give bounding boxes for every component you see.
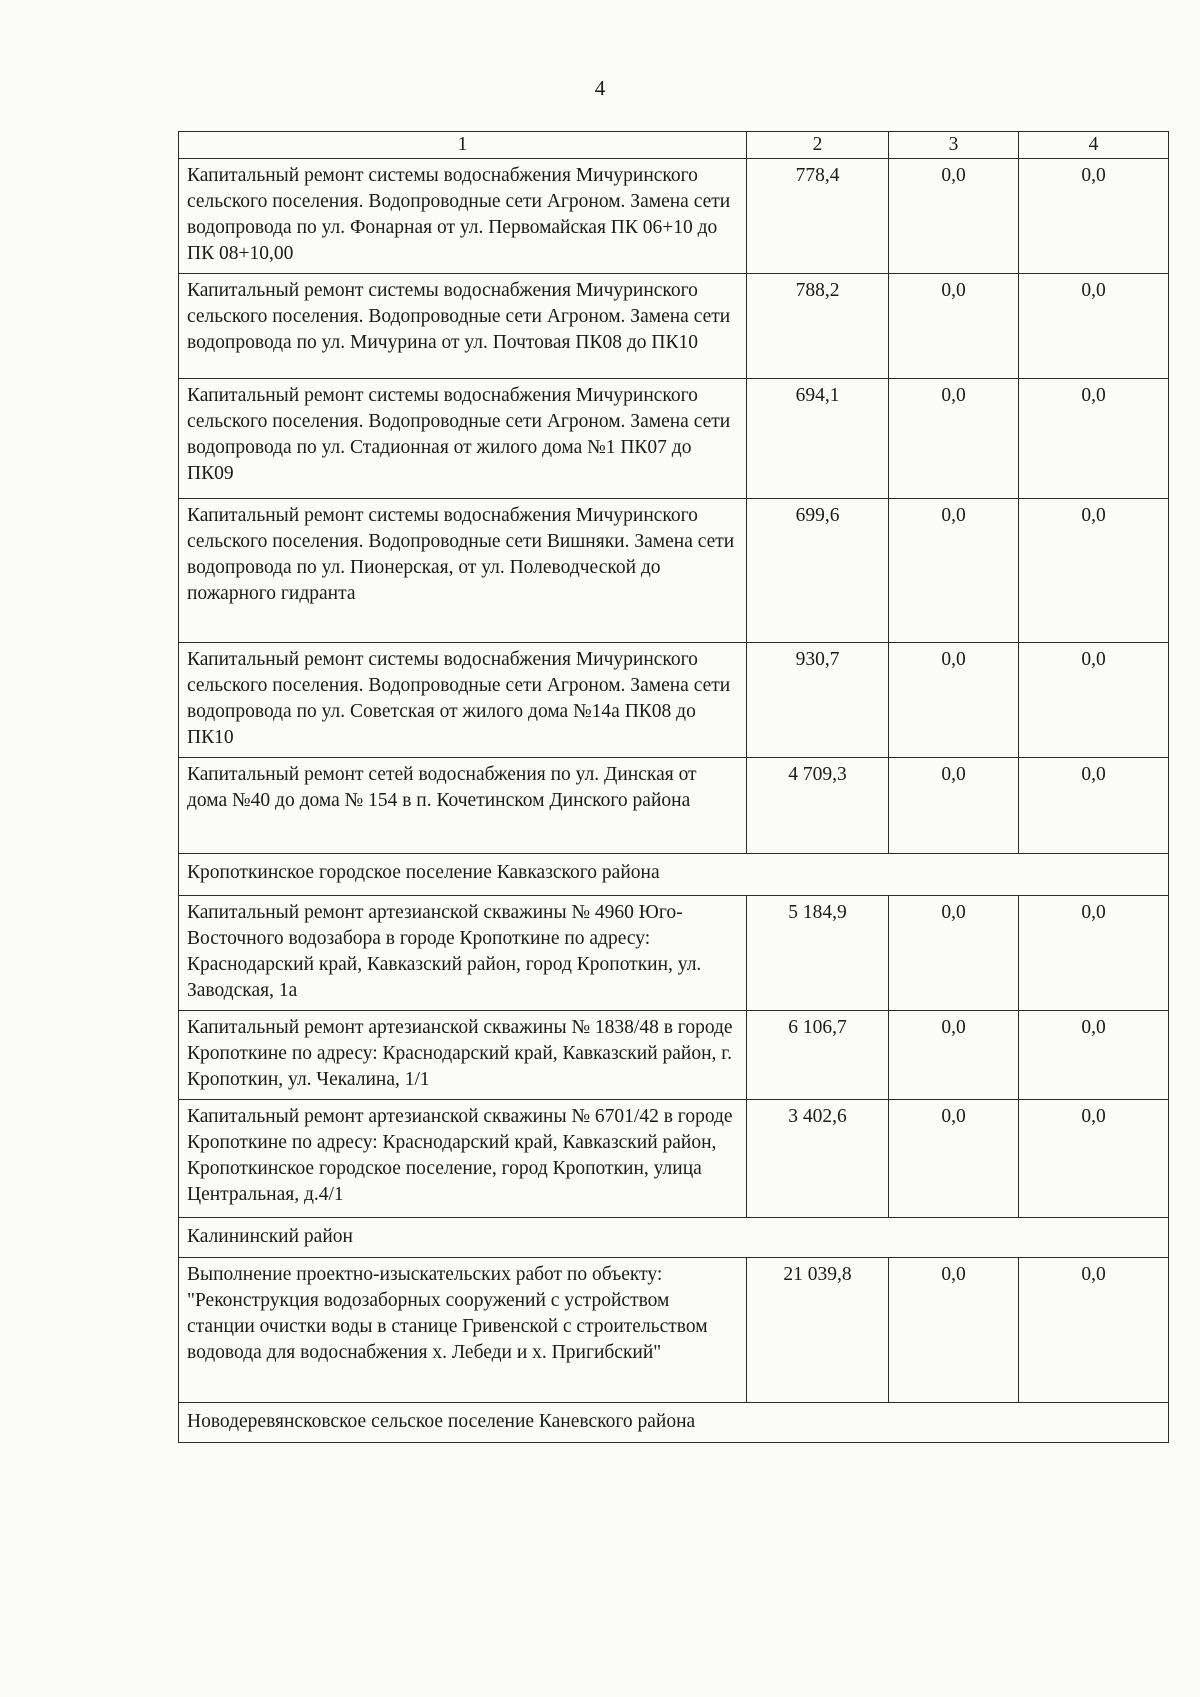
- page-number: 4: [594, 76, 606, 100]
- value-col-4: 0,0: [1019, 1100, 1169, 1218]
- table-row: [179, 1100, 1169, 1218]
- object-name: Капитальный ремонт артезианской скважины № 4960 Юго-Восточного водозабора в городе Кропоткине по адресу: Краснодарский край, Кавказский район, город Кропоткин, ул. Заводская, 1а: [179, 896, 747, 1011]
- value-col-2: 699,6: [747, 499, 889, 643]
- table-row: [179, 499, 1169, 643]
- section-row: [179, 854, 1169, 896]
- object-name: Капитальный ремонт системы водоснабжения Мичуринского сельского поселения. Водопроводные сети Агроном. Замена сети водопровода по ул. Советская от жилого дома №14а ПК08 до ПК10: [179, 643, 747, 758]
- value-col-3: 0,0: [889, 274, 1019, 379]
- header-col-3: 3: [889, 132, 1019, 159]
- value-col-3: 0,0: [889, 159, 1019, 274]
- header-col-2: 2: [747, 132, 889, 159]
- object-name: Капитальный ремонт артезианской скважины № 1838/48 в городе Кропоткине по адресу: Краснодарский край, Кавказский район, г. Кропоткин, ул. Чекалина, 1/1: [179, 1011, 747, 1100]
- value-col-4: 0,0: [1019, 499, 1169, 643]
- value-col-4: 0,0: [1019, 1258, 1169, 1403]
- table-row: [179, 643, 1169, 758]
- value-col-2: 694,1: [747, 379, 889, 499]
- value-col-4: 0,0: [1019, 159, 1169, 274]
- value-col-2: 21 039,8: [747, 1258, 889, 1403]
- value-col-3: 0,0: [889, 1100, 1019, 1218]
- budget-table: [178, 131, 1169, 1443]
- value-col-4: 0,0: [1019, 379, 1169, 499]
- table-row: [179, 274, 1169, 379]
- value-col-2: 788,2: [747, 274, 889, 379]
- table-header-row: [179, 132, 1169, 159]
- table-row: [179, 896, 1169, 1011]
- object-name: Капитальный ремонт системы водоснабжения Мичуринского сельского поселения. Водопроводные сети Агроном. Замена сети водопровода по ул. Фонарная от ул. Первомайская ПК 06+10 до ПК 08+10,00: [179, 159, 747, 274]
- value-col-3: 0,0: [889, 758, 1019, 854]
- object-name: Капитальный ремонт системы водоснабжения Мичуринского сельского поселения. Водопроводные сети Агроном. Замена сети водопровода по ул. Мичурина от ул. Почтовая ПК08 до ПК10: [179, 274, 747, 379]
- value-col-3: 0,0: [889, 1011, 1019, 1100]
- object-name: Капитальный ремонт системы водоснабжения Мичуринского сельского поселения. Водопроводные сети Вишняки. Замена сети водопровода по ул. Пионерская, от ул. Полеводческой до пожарного гидранта: [179, 499, 747, 643]
- section-row: [179, 1403, 1169, 1443]
- section-title: Новодеревянсковское сельское поселение Каневского района: [179, 1403, 1169, 1443]
- table-row: [179, 758, 1169, 854]
- table-row: [179, 1258, 1169, 1403]
- object-name: Капитальный ремонт артезианской скважины № 6701/42 в городе Кропоткине по адресу: Краснодарский край, Кавказский район, Кропоткинское городское поселение, город Кропоткин, улица Центральная, д.4/1: [179, 1100, 747, 1218]
- header-col-4: 4: [1019, 132, 1169, 159]
- value-col-3: 0,0: [889, 499, 1019, 643]
- value-col-2: 4 709,3: [747, 758, 889, 854]
- section-title: Калининский район: [179, 1218, 1169, 1258]
- value-col-3: 0,0: [889, 896, 1019, 1011]
- value-col-2: 5 184,9: [747, 896, 889, 1011]
- value-col-2: 6 106,7: [747, 1011, 889, 1100]
- value-col-3: 0,0: [889, 643, 1019, 758]
- object-name: Выполнение проектно-изыскательских работ по объекту: "Реконструкция водозаборных сооружений с устройством станции очистки воды в станице Гривенской с строительством водовода для водоснабжения х. Лебеди и х. Пригибский": [179, 1258, 747, 1403]
- value-col-4: 0,0: [1019, 896, 1169, 1011]
- table-row: [179, 159, 1169, 274]
- table-row: [179, 379, 1169, 499]
- header-col-1: 1: [179, 132, 747, 159]
- object-name: Капитальный ремонт сетей водоснабжения по ул. Динская от дома №40 до дома № 154 в п. Кочетинском Динского района: [179, 758, 747, 854]
- value-col-4: 0,0: [1019, 758, 1169, 854]
- value-col-4: 0,0: [1019, 1011, 1169, 1100]
- value-col-3: 0,0: [889, 379, 1019, 499]
- value-col-4: 0,0: [1019, 643, 1169, 758]
- value-col-3: 0,0: [889, 1258, 1019, 1403]
- value-col-2: 778,4: [747, 159, 889, 274]
- table-row: [179, 1011, 1169, 1100]
- section-row: [179, 1218, 1169, 1258]
- section-title: Кропоткинское городское поселение Кавказского района: [179, 854, 1169, 896]
- value-col-2: 3 402,6: [747, 1100, 889, 1218]
- value-col-2: 930,7: [747, 643, 889, 758]
- value-col-4: 0,0: [1019, 274, 1169, 379]
- object-name: Капитальный ремонт системы водоснабжения Мичуринского сельского поселения. Водопроводные сети Агроном. Замена сети водопровода по ул. Стадионная от жилого дома №1 ПК07 до ПК09: [179, 379, 747, 499]
